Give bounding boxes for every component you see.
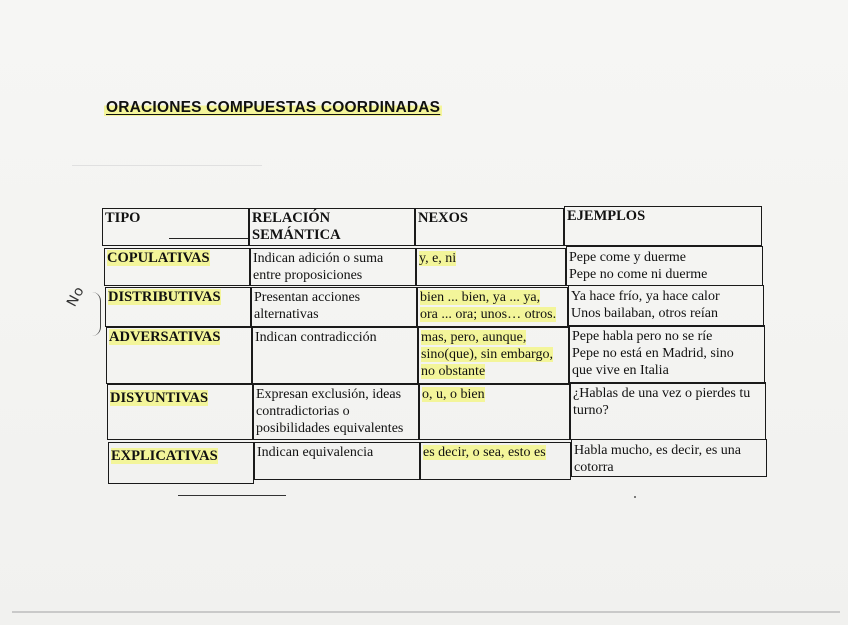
relacion-line: Indican adición o suma (253, 251, 384, 266)
speck (634, 496, 636, 498)
row-disyuntivas-nexos (419, 384, 570, 440)
row-adversativas-ejemplos (569, 325, 765, 384)
ejemplo-line: ¿Hablas de una vez o pierdes tu (573, 386, 751, 401)
ejemplo-line: Unos bailaban, otros reían (571, 306, 718, 321)
handwritten-note: No (64, 283, 89, 310)
ejemplo-line: Pepe no está en Madrid, sino (572, 346, 734, 361)
header-nexos (415, 208, 564, 246)
row-explicativas-nexos (420, 442, 571, 480)
faint-line (72, 165, 262, 166)
nexos-line: y, e, ni (419, 251, 457, 266)
nexos-line: ora ... ora; unos… otros. (420, 307, 557, 322)
nexos-line: es decir, o sea, esto es (423, 445, 546, 460)
row-adversativas-nexos (418, 327, 569, 384)
relacion-line: Indican equivalencia (257, 445, 374, 460)
tipo-label: DISTRIBUTIVAS (108, 289, 221, 305)
row-disyuntivas-relacion (253, 384, 419, 440)
row-distributivas-tipo (105, 287, 251, 327)
ejemplo-line: Habla mucho, es decir, es una (574, 443, 741, 458)
row-copulativas-ejemplos (566, 246, 763, 286)
page-title: ORACIONES COMPUESTAS COORDINADAS (106, 99, 441, 116)
relacion-line: Presentan acciones (254, 290, 361, 305)
row-distributivas-ejemplos (568, 285, 764, 327)
row-adversativas-relacion (252, 327, 418, 384)
handwritten-bracket (92, 292, 101, 336)
relacion-line: posibilidades equivalentes (256, 421, 404, 436)
header-ejemplos-label: EJEMPLOS (567, 208, 646, 224)
tipo-label: ADVERSATIVAS (109, 329, 221, 345)
ejemplo-line: que vive en Italia (572, 363, 669, 378)
relacion-line: Indican contradicción (255, 330, 377, 345)
row-disyuntivas-tipo (107, 384, 253, 440)
header-ejemplos (564, 206, 762, 246)
header-relacion-line1: RELACIÓN (252, 210, 331, 226)
row-adversativas-tipo (106, 327, 252, 384)
row-distributivas-relacion (251, 287, 417, 327)
row-explicativas-relacion (254, 442, 420, 480)
relacion-line: contradictorias o (256, 404, 350, 419)
ejemplo-line: cotorra (574, 460, 614, 475)
tipo-label: EXPLICATIVAS (111, 448, 218, 464)
header-tipo-label: TIPO (105, 210, 141, 226)
ejemplo-line: turno? (573, 403, 609, 418)
header-underline (169, 238, 249, 239)
row-explicativas-tipo (108, 442, 254, 484)
row-copulativas-tipo (104, 248, 250, 286)
ejemplo-line: Pepe habla pero no se ríe (572, 329, 713, 344)
tipo-label: DISYUNTIVAS (110, 390, 209, 406)
bottom-rule (178, 495, 286, 496)
page-edge (12, 611, 840, 613)
ejemplo-line: Pepe come y duerme (569, 250, 687, 265)
header-nexos-label: NEXOS (418, 210, 468, 226)
nexos-line: mas, pero, aunque, (421, 330, 527, 345)
row-copulativas-nexos (416, 248, 566, 286)
relacion-line: entre proposiciones (253, 268, 363, 283)
nexos-line: no obstante (421, 364, 486, 379)
header-relacion-line2: SEMÁNTICA (252, 227, 341, 243)
row-disyuntivas-ejemplos (570, 382, 766, 440)
relacion-line: alternativas (254, 307, 319, 322)
row-explicativas-ejemplos (571, 439, 767, 477)
row-distributivas-nexos (417, 287, 568, 327)
nexos-line: sino(que), sin embargo, (421, 347, 553, 362)
relacion-line: Expresan exclusión, ideas (256, 387, 402, 402)
header-relacion (249, 208, 415, 246)
ejemplo-line: Pepe no come ni duerme (569, 267, 708, 282)
ejemplo-line: Ya hace frío, ya hace calor (571, 289, 720, 304)
header-tipo (102, 208, 249, 246)
nexos-line: bien ... bien, ya ... ya, (420, 290, 541, 305)
tipo-label: COPULATIVAS (107, 250, 210, 266)
row-copulativas-relacion (250, 248, 416, 286)
nexos-line: o, u, o bien (422, 387, 485, 402)
